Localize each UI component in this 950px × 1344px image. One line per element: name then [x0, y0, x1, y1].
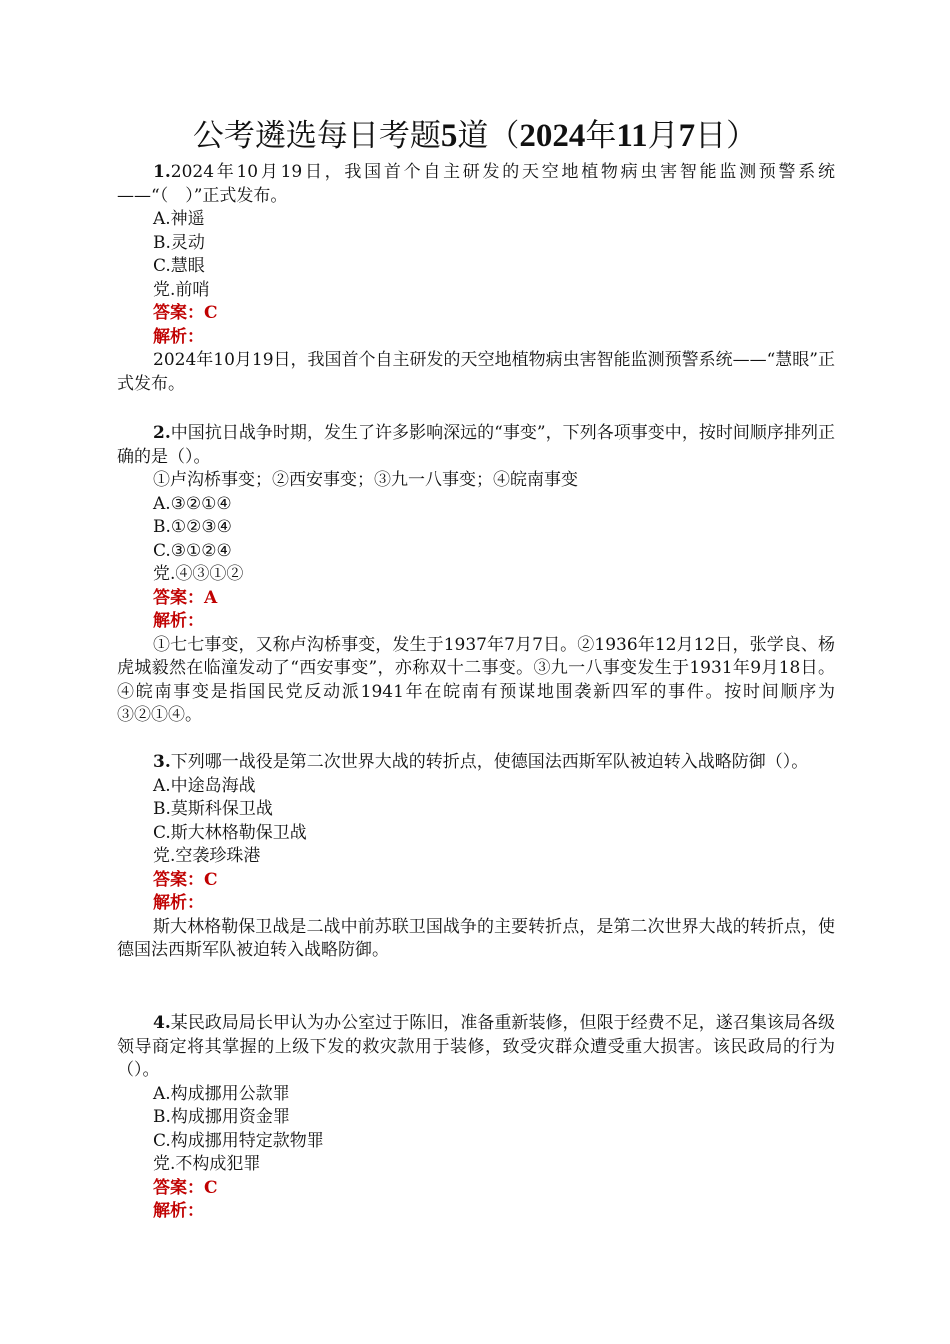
option: A.神遥: [153, 209, 205, 229]
option: B.莫斯科保卫战: [153, 799, 273, 819]
title-text: 公考遴选每日考题: [192, 118, 441, 154]
question-text: 2024年10月19日，我国首个自主研发的天空地植物病虫害智能监测预警系统——“（ ）”正式发布。: [117, 162, 835, 206]
question-2: [117, 422, 835, 728]
analysis-label: 解析：: [153, 611, 204, 631]
analysis-text: 2024年10月19日，我国首个自主研发的天空地植物病虫害智能监测预警系统——“慧眼”正式发布。: [117, 350, 835, 394]
question-4: [117, 1012, 835, 1224]
question-number: 4.: [153, 1013, 171, 1033]
title-count: 5: [440, 118, 458, 154]
answer-label: 答案：: [153, 1177, 204, 1198]
title-month: 11: [616, 118, 648, 154]
question-text: 某民政局局长甲认为办公室过于陈旧，准备重新装修，但限于经费不足，遂召集该局各级领导商定将其掌握的上级下发的救灾款用于装修，致受灾群众遭受重大损害。该民政局的行为（）。: [117, 1013, 835, 1080]
analysis-label: 解析：: [153, 893, 204, 913]
answer: [117, 1177, 835, 1201]
question-number: 1.: [153, 162, 171, 182]
option: C.慧眼: [153, 256, 205, 276]
option: A.③②①④: [153, 493, 232, 514]
question-text: 中国抗日战争时期，发生了许多影响深远的“事变”，下列各项事变中，按时间顺序排列正确的是（）。: [117, 423, 835, 467]
analysis-label: 解析：: [153, 1201, 204, 1221]
title-text: 道（: [457, 118, 520, 154]
answer: [117, 587, 835, 611]
question-stem: [117, 422, 835, 469]
option: B.灵动: [153, 232, 205, 253]
answer-value: C: [204, 303, 218, 323]
option: 党.不构成犯罪: [153, 1154, 261, 1174]
question-stem: [117, 161, 835, 208]
option: A.中途岛海战: [153, 775, 256, 796]
question-stem: [117, 1012, 835, 1083]
analysis-text: 斯大林格勒保卫战是二战中前苏联卫国战争的主要转折点，是第二次世界大战的转折点，使德国法西斯军队被迫转入战略防御。: [117, 916, 835, 960]
option: 党.空袭珍珠港: [153, 846, 261, 866]
answer-label: 答案：: [153, 587, 204, 608]
answer-label: 答案：: [153, 303, 204, 323]
question-3: [117, 751, 835, 963]
option: A.构成挪用公款罪: [153, 1083, 290, 1104]
option: B.构成挪用资金罪: [153, 1107, 290, 1127]
option: C.斯大林格勒保卫战: [153, 822, 307, 843]
answer-value: C: [204, 1177, 218, 1198]
title-day: 7: [678, 118, 696, 154]
option: C.③①②④: [153, 540, 232, 561]
answer: [117, 869, 835, 893]
question-number: 3.: [153, 752, 171, 772]
answer-value: A: [204, 587, 218, 608]
option: 党.④③①②: [153, 564, 244, 584]
title-text: 日）: [695, 118, 758, 154]
question-1: [117, 161, 835, 396]
question-stem: [117, 751, 835, 775]
option: 党.前哨: [153, 279, 210, 300]
title-year: 2024: [519, 118, 586, 154]
answer-value: C: [204, 869, 218, 890]
question-text: 下列哪一战役是第二次世界大战的转折点，使德国法西斯军队被迫转入战略防御（）。: [170, 752, 809, 772]
question-items: ①卢沟桥事变；②西安事变；③九一八事变；④皖南事变: [153, 470, 578, 490]
title-text: 年: [585, 118, 617, 154]
question-number: 2.: [153, 423, 171, 443]
page-title: [0, 116, 950, 156]
title-text: 月: [647, 118, 679, 154]
option: B.①②③④: [153, 517, 232, 537]
analysis-label: 解析：: [153, 326, 204, 347]
answer: [117, 302, 835, 326]
option: C.构成挪用特定款物罪: [153, 1130, 324, 1151]
answer-label: 答案：: [153, 869, 204, 890]
analysis-text: ①七七事变，又称卢沟桥事变，发生于1937年7月7日。②1936年12月12日，张学良、杨虎城毅然在临潼发动了“西安事变”，亦称双十二事变。③九一八事变发生于1931年9月18日。④皖南事变是指国民党反动派1941年在皖南有预谋地围袭新四军的事件。按时间顺序为③②①④。: [117, 634, 835, 725]
